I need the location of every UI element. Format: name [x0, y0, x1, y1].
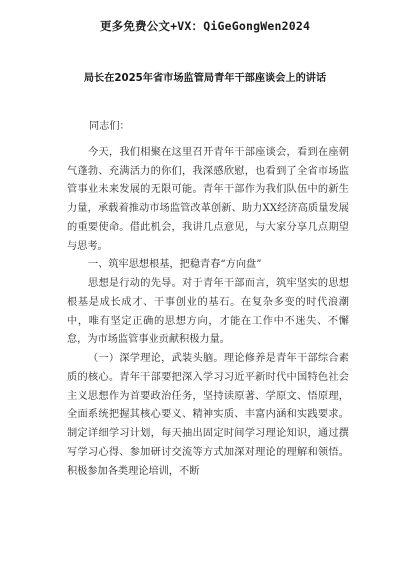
section-heading-1: 一、筑牢思想根基，把稳青春“方向盘”	[88, 259, 262, 271]
paragraph-subsection-1: （一）深学理论，武装头脑。理论修养是青年干部综合素质的核心。青年干部要把深入学习习近平新时代中国特色社会主义思想作为首要政治任务，坚持读原著、学原文、悟原理，全面系统把握其核心要义、精神实质、丰富内涵和实践要求。制定详细学习计划，每天抽出固定时间学习理论知识，通过撰写学习心得、参加研讨交流等方式加深对理论的理解和领悟。积极参加各类理论培训，不断	[67, 353, 349, 477]
promo-header: 更多免费公文+VX：QiGeGongWen2024	[99, 19, 311, 33]
paragraph-section-1-intro: 思想是行动的先导。对于青年干部而言，筑牢坚实的思想根基是成长成才、干事创业的基石。在复杂多变的时代浪潮中，唯有坚定正确的思想方向，才能在工作中不迷失、不懈怠，为市场监管事业贡献积极力量。	[67, 278, 349, 346]
document-title: 局长在2025年省市场监管局青年干部座谈会上的讲话	[83, 73, 327, 84]
document-body	[67, 118, 349, 481]
salutation: 同志们：	[89, 121, 130, 132]
paragraph-opening: 今天，我们相聚在这里召开青年干部座谈会，看到在座朝气蓬勃、充满活力的你们，我深感欣慰，也看到了全省市场监管事业未来发展的无限可能。青年干部作为我们队伍中的新生力量，承载着推动市场监管改革创新、助力XX经济高质量发展的重要使命。借此机会，我讲几点意见，与大家分享几点期望与思考。	[67, 146, 349, 252]
